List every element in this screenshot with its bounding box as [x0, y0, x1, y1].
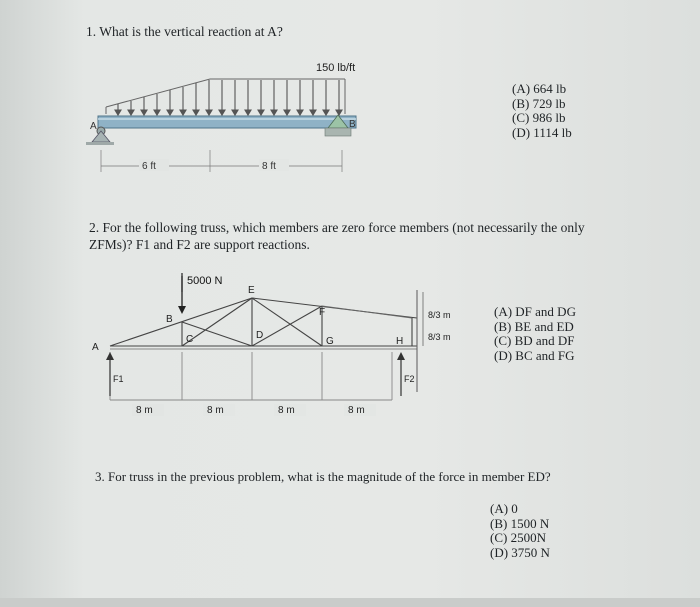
- q2-node-b: B: [166, 314, 173, 325]
- q2-option-d[interactable]: (D) BC and FG: [494, 347, 575, 363]
- q1-option-d[interactable]: (D) 1114 lb: [512, 124, 572, 140]
- q2-reaction-f1: F1: [113, 374, 124, 384]
- q3-option-c[interactable]: (C) 2500N: [490, 530, 546, 545]
- q2-height-bottom: 8/3 m: [428, 332, 451, 342]
- q2-question-line1: 2. For the following truss, which members are zero force members (not necessarily the only: [89, 220, 585, 235]
- q2-span-2: 8 m: [207, 405, 224, 416]
- q2-node-e: E: [248, 285, 255, 296]
- q1-dim-left: 6 ft: [142, 161, 156, 172]
- q2-node-d: D: [256, 330, 264, 341]
- q1-load-label: 150 lb/ft: [316, 62, 356, 74]
- q3-option-b[interactable]: (B) 1500 N: [490, 515, 550, 531]
- page-bottom-edge: [0, 598, 700, 607]
- q2-node-a: A: [92, 342, 99, 353]
- q3-option-d[interactable]: (D) 3750 N: [490, 544, 550, 560]
- q2-question-line2: ZFMs)? F1 and F2 are support reactions.: [89, 237, 310, 252]
- q2-option-c[interactable]: (C) BD and DF: [494, 333, 575, 348]
- q2-reaction-f2: F2: [404, 374, 415, 384]
- q2-height-top: 8/3 m: [428, 310, 451, 320]
- q2-option-b[interactable]: (B) BE and ED: [494, 318, 574, 334]
- q1-question: 1. What is the vertical reaction at A?: [86, 24, 283, 39]
- q1-point-a: A: [90, 121, 97, 132]
- q1-dim-right: 8 ft: [262, 161, 276, 172]
- q2-span-1: 8 m: [136, 405, 153, 416]
- q1-option-c[interactable]: (C) 986 lb: [512, 110, 566, 125]
- q3-question: 3. For truss in the previous problem, what is the magnitude of the force in member ED?: [95, 469, 551, 484]
- q2-options: [494, 305, 576, 363]
- q1-option-b[interactable]: (B) 729 lb: [512, 95, 566, 111]
- q2-node-c: C: [186, 334, 194, 345]
- q2-node-g: G: [326, 336, 334, 347]
- q2-option-a[interactable]: (A) DF and DG: [494, 304, 576, 319]
- q1-option-a[interactable]: (A) 664 lb: [512, 81, 567, 96]
- q3-option-a[interactable]: (A) 0: [490, 501, 518, 516]
- q2-force-label: 5000 N: [187, 275, 223, 287]
- q2-span-3: 8 m: [278, 405, 295, 416]
- q3-options: [490, 502, 550, 560]
- q1-point-b: B: [349, 119, 356, 130]
- q2-span-4: 8 m: [348, 405, 365, 416]
- q2-node-f: F: [319, 307, 326, 318]
- q2-node-h: H: [396, 336, 404, 347]
